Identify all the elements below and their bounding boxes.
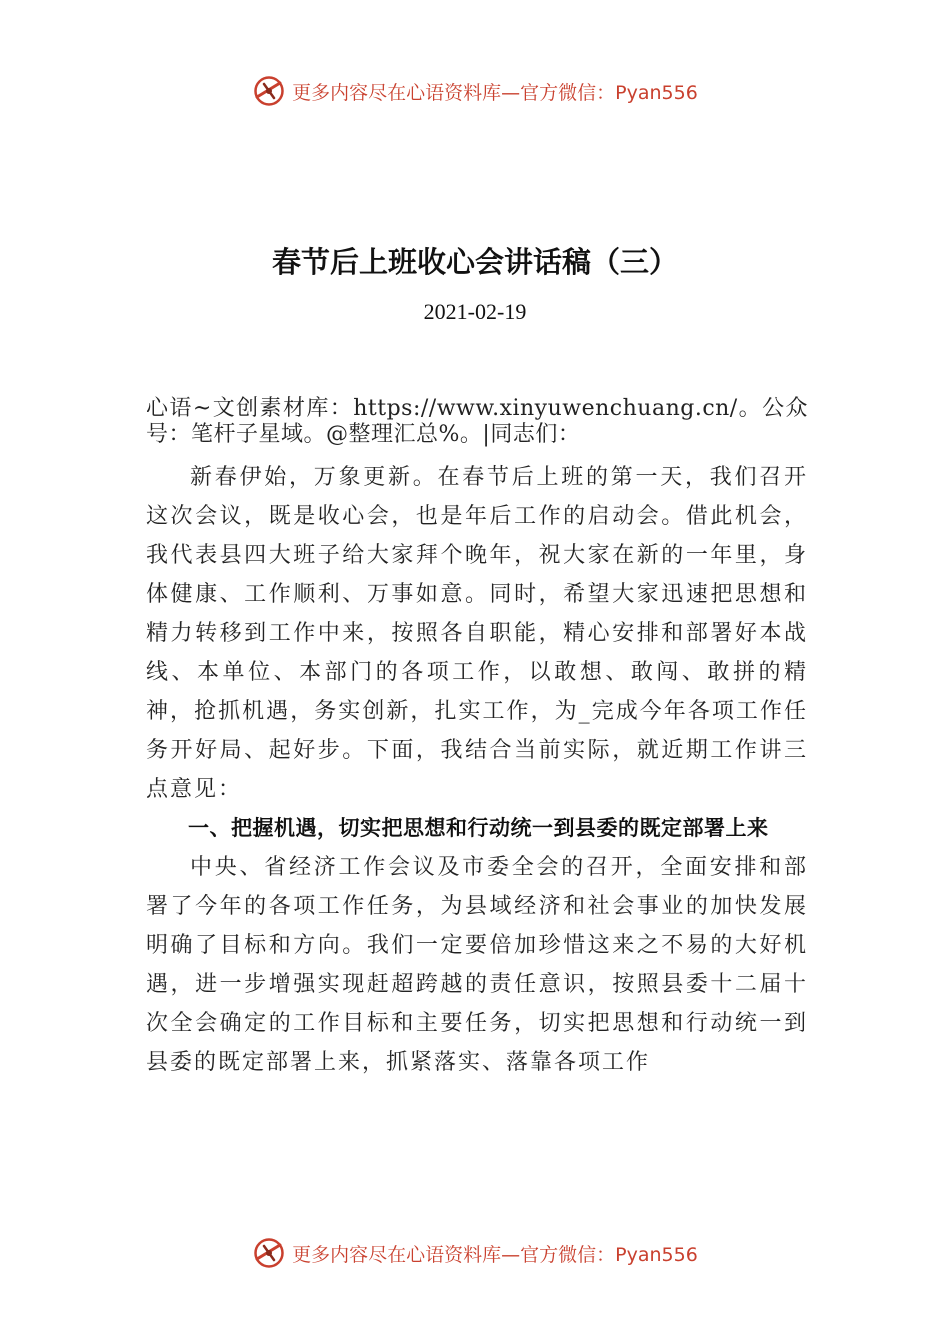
body-paragraph: 新春伊始，万象更新。在春节后上班的第一天，我们召开这次会议，既是收心会，也是年后工作的启动会。借此机会，我代表县四大班子给大家拜个晚年，祝大家在新的一年里，身体健康、工作顺利、万事如意。同时，希望大家迅速把思想和精力转移到工作中来，按照各自职能，精心安排和部署好本战线、本单位、本部门的各项工作，以敢想、敢闯、敢拼的精神，抢抓机遇，务实创新，扎实工作，为_完成今年各项工作任务开好局、起好步。下面，我结合当前实际，就近期工作讲三点意见： [146, 465, 808, 802]
brand-logo-icon [252, 74, 286, 108]
section-heading: 一、把握机遇，切实把思想和行动统一到县委的既定部署上来 [188, 816, 769, 840]
document-date: 2021-02-19 [423, 299, 527, 324]
footer-banner-text: 更多内容尽在心语资料库—官方微信：Pyan556 [292, 1243, 698, 1266]
header-banner [0, 74, 950, 108]
document-title: 春节后上班收心会讲话稿（三） [271, 245, 678, 279]
header-banner-text: 更多内容尽在心语资料库—官方微信：Pyan556 [292, 81, 698, 104]
document-body [146, 396, 808, 1082]
footer-banner [0, 1236, 950, 1270]
brand-logo-icon [252, 1236, 286, 1270]
intro-paragraph: 心语~文创素材库：https://www.xinyuwenchuang.cn/。公众号：笔杆子星域。@整理汇总%。|同志们： [146, 396, 808, 447]
body-paragraph: 中央、省经济工作会议及市委全会的召开，全面安排和部署了今年的各项工作任务，为县域经济和社会事业的加快发展明确了目标和方向。我们一定要倍加珍惜这来之不易的大好机遇，进一步增强实现赶超跨越的责任意识，按照县委十二届十次全会确定的工作目标和主要任务，切实把思想和行动统一到县委的既定部署上来，抓紧落实、落靠各项工作 [146, 855, 808, 1075]
